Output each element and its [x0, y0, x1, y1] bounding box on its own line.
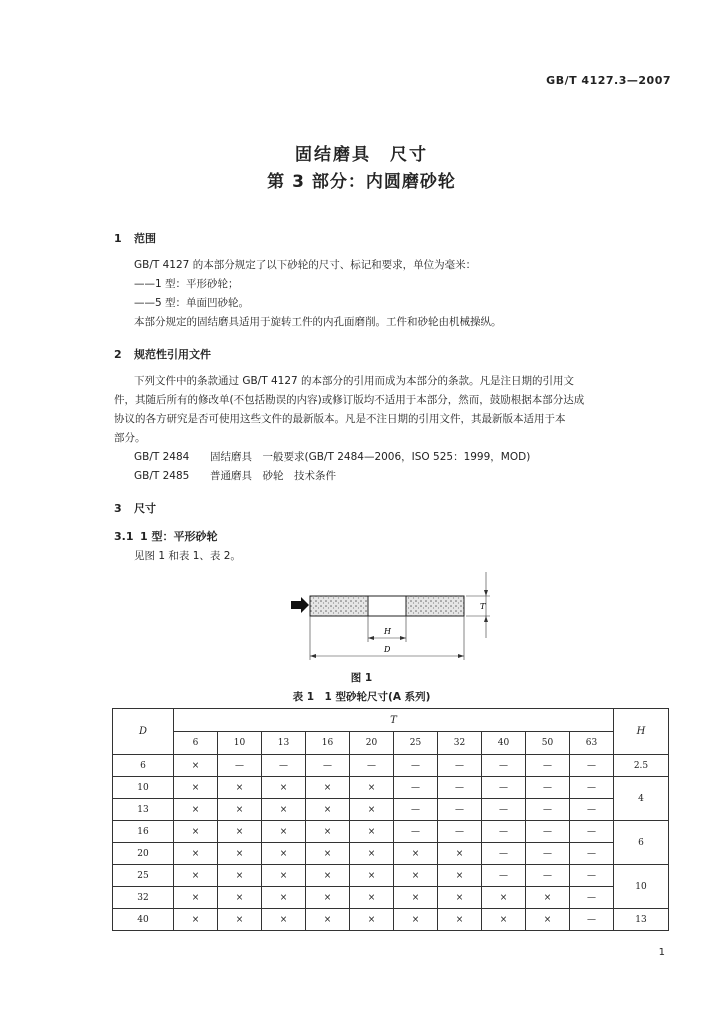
availability-cell: — [570, 755, 614, 777]
table-row [113, 777, 669, 799]
figure-caption: 图 1 [350, 672, 373, 684]
availability-cell: × [218, 865, 262, 887]
col-header-d: D [113, 709, 174, 755]
availability-cell: — [394, 755, 438, 777]
availability-cell: × [306, 865, 350, 887]
dim-label-h: H [384, 627, 391, 636]
availability-cell: × [438, 909, 482, 931]
d-value-cell: 20 [113, 843, 174, 865]
section-1-body [114, 256, 674, 332]
paragraph-line: 件，其随后所有的修改单(不包括勘误的内容)或修订版均不适用于本部分，然而，鼓励根据本部分达成 [114, 394, 585, 406]
wheel-section-left [310, 596, 368, 616]
reference-code: GB/T 2485 [134, 470, 190, 482]
wheel-bore [368, 596, 406, 616]
availability-cell: × [218, 909, 262, 931]
availability-cell: × [262, 887, 306, 909]
availability-cell: × [174, 755, 218, 777]
paragraph-line: 部分。 [114, 432, 146, 444]
availability-cell: × [306, 821, 350, 843]
availability-cell: × [174, 799, 218, 821]
availability-cell: — [218, 755, 262, 777]
availability-cell: — [526, 777, 570, 799]
section-number: 3 [114, 502, 122, 515]
availability-cell: × [350, 887, 394, 909]
availability-cell: — [262, 755, 306, 777]
availability-cell: × [174, 821, 218, 843]
section-1-heading [114, 230, 156, 246]
availability-cell: — [482, 799, 526, 821]
section-3-heading [114, 500, 156, 516]
availability-cell: — [570, 777, 614, 799]
section-2-heading [114, 346, 211, 362]
availability-cell: — [482, 821, 526, 843]
availability-cell: × [350, 799, 394, 821]
availability-cell: × [350, 777, 394, 799]
availability-cell: — [482, 755, 526, 777]
availability-cell: — [394, 821, 438, 843]
table-row [113, 799, 669, 821]
d-value-cell: 40 [113, 909, 174, 931]
availability-cell: × [350, 821, 394, 843]
availability-cell: — [570, 799, 614, 821]
availability-cell: — [526, 843, 570, 865]
reference-title: 普通磨具 砂轮 技术条件 [210, 470, 336, 482]
availability-cell: — [438, 799, 482, 821]
availability-cell: × [262, 909, 306, 931]
table-row [113, 821, 669, 843]
reference-item [114, 448, 676, 467]
d-value-cell: 10 [113, 777, 174, 799]
dim-label-t: T [480, 602, 486, 611]
availability-cell: × [306, 777, 350, 799]
table-row [113, 755, 669, 777]
col-header-h: H [614, 709, 669, 755]
doc-title: 固结磨具 尺寸 [295, 145, 428, 165]
page-number: 1 [658, 947, 665, 958]
section-title: 范围 [134, 232, 156, 245]
standard-code: GB/T 4127.3—2007 [546, 74, 671, 87]
availability-cell: × [306, 909, 350, 931]
subsection-heading [114, 528, 217, 544]
availability-cell: × [306, 887, 350, 909]
table-row [113, 887, 669, 909]
availability-cell: × [482, 887, 526, 909]
d-value-cell: 13 [113, 799, 174, 821]
d-value-cell: 25 [113, 865, 174, 887]
d-value-cell: 16 [113, 821, 174, 843]
availability-cell: × [438, 887, 482, 909]
list-item: ——5 型：单面凹砂轮。 [134, 297, 250, 309]
availability-cell: × [218, 887, 262, 909]
table-caption: 表 1 1 型砂轮尺寸(A 系列) [292, 691, 431, 703]
t-value-header: 32 [438, 732, 482, 755]
availability-cell: × [174, 887, 218, 909]
section-2-body [114, 372, 676, 486]
availability-cell: — [438, 821, 482, 843]
availability-cell: × [394, 865, 438, 887]
availability-cell: × [174, 909, 218, 931]
availability-cell: — [438, 755, 482, 777]
doc-subtitle: 第 3 部分：内圆磨砂轮 [267, 172, 456, 192]
t-value-header: 13 [262, 732, 306, 755]
availability-cell: × [394, 887, 438, 909]
h-value-cell: 2.5 [614, 755, 669, 777]
h-value-cell: 10 [614, 865, 669, 909]
availability-cell: — [570, 821, 614, 843]
availability-cell: — [570, 843, 614, 865]
availability-cell: × [218, 821, 262, 843]
section-title: 尺寸 [134, 502, 156, 515]
availability-cell: — [306, 755, 350, 777]
reference-title: 固结磨具 一般要求(GB/T 2484—2006，ISO 525：1999，MOD) [210, 451, 531, 463]
section-title: 规范性引用文件 [134, 348, 211, 361]
reference-item [114, 467, 676, 486]
availability-cell: — [482, 777, 526, 799]
availability-cell: × [438, 843, 482, 865]
t-value-header: 63 [570, 732, 614, 755]
subsection-text: 见图 1 和表 1、表 2。 [134, 550, 241, 562]
availability-cell: × [394, 843, 438, 865]
availability-cell: — [350, 755, 394, 777]
availability-cell: × [350, 909, 394, 931]
availability-cell: × [262, 777, 306, 799]
table-row [113, 843, 669, 865]
availability-cell: — [482, 865, 526, 887]
availability-cell: — [526, 755, 570, 777]
availability-cell: — [526, 799, 570, 821]
table-body [113, 755, 669, 931]
section-number: 2 [114, 348, 122, 361]
availability-cell: × [394, 909, 438, 931]
availability-cell: × [174, 777, 218, 799]
t-value-header: 10 [218, 732, 262, 755]
dimension-table [112, 708, 669, 931]
table-row [113, 909, 669, 931]
availability-cell: × [218, 777, 262, 799]
availability-cell: × [262, 865, 306, 887]
reference-code: GB/T 2484 [134, 451, 190, 463]
availability-cell: — [482, 843, 526, 865]
availability-cell: × [262, 799, 306, 821]
t-value-header: 25 [394, 732, 438, 755]
availability-cell: × [526, 909, 570, 931]
subsection-number: 3.1 [114, 530, 134, 543]
availability-cell: × [526, 887, 570, 909]
t-value-header: 20 [350, 732, 394, 755]
paragraph-line: 协议的各方研究是否可使用这些文件的最新版本。凡是不注日期的引用文件，其最新版本适用于本 [114, 413, 566, 425]
t-values-row [113, 732, 669, 755]
h-value-cell: 13 [614, 909, 669, 931]
availability-cell: — [394, 777, 438, 799]
availability-cell: — [570, 887, 614, 909]
d-value-cell: 32 [113, 887, 174, 909]
availability-cell: × [174, 865, 218, 887]
d-value-cell: 6 [113, 755, 174, 777]
availability-cell: × [350, 843, 394, 865]
availability-cell: × [262, 821, 306, 843]
dim-label-d: D [384, 645, 391, 654]
t-value-header: 40 [482, 732, 526, 755]
availability-cell: — [526, 821, 570, 843]
paragraph-line: 下列文件中的条款通过 GB/T 4127 的本部分的引用而成为本部分的条款。凡是注日期的引用文 [134, 375, 575, 387]
wheel-drawing [285, 570, 500, 665]
wheel-section-right [406, 596, 464, 616]
availability-cell: × [306, 843, 350, 865]
availability-cell: — [526, 865, 570, 887]
availability-cell: × [438, 865, 482, 887]
availability-cell: × [174, 843, 218, 865]
availability-cell: × [262, 843, 306, 865]
t-value-header: 6 [174, 732, 218, 755]
availability-cell: × [350, 865, 394, 887]
t-value-header: 50 [526, 732, 570, 755]
availability-cell: — [570, 865, 614, 887]
direction-arrow-icon [291, 597, 309, 613]
h-value-cell: 4 [614, 777, 669, 821]
h-value-cell: 6 [614, 821, 669, 865]
section-number: 1 [114, 232, 122, 245]
availability-cell: × [306, 799, 350, 821]
paragraph: GB/T 4127 的本部分规定了以下砂轮的尺寸、标记和要求，单位为毫米： [134, 259, 477, 271]
paragraph: 本部分规定的固结磨具适用于旋转工件的内孔面磨削。工件和砂轮由机械操纵。 [134, 316, 502, 328]
availability-cell: × [218, 843, 262, 865]
list-item: ——1 型：平形砂轮； [134, 278, 239, 290]
subsection-title: 1 型：平形砂轮 [140, 530, 218, 543]
availability-cell: × [482, 909, 526, 931]
table-row [113, 865, 669, 887]
availability-cell: — [438, 777, 482, 799]
availability-cell: — [394, 799, 438, 821]
col-header-t: T [174, 709, 614, 732]
t-value-header: 16 [306, 732, 350, 755]
availability-cell: × [218, 799, 262, 821]
availability-cell: — [570, 909, 614, 931]
